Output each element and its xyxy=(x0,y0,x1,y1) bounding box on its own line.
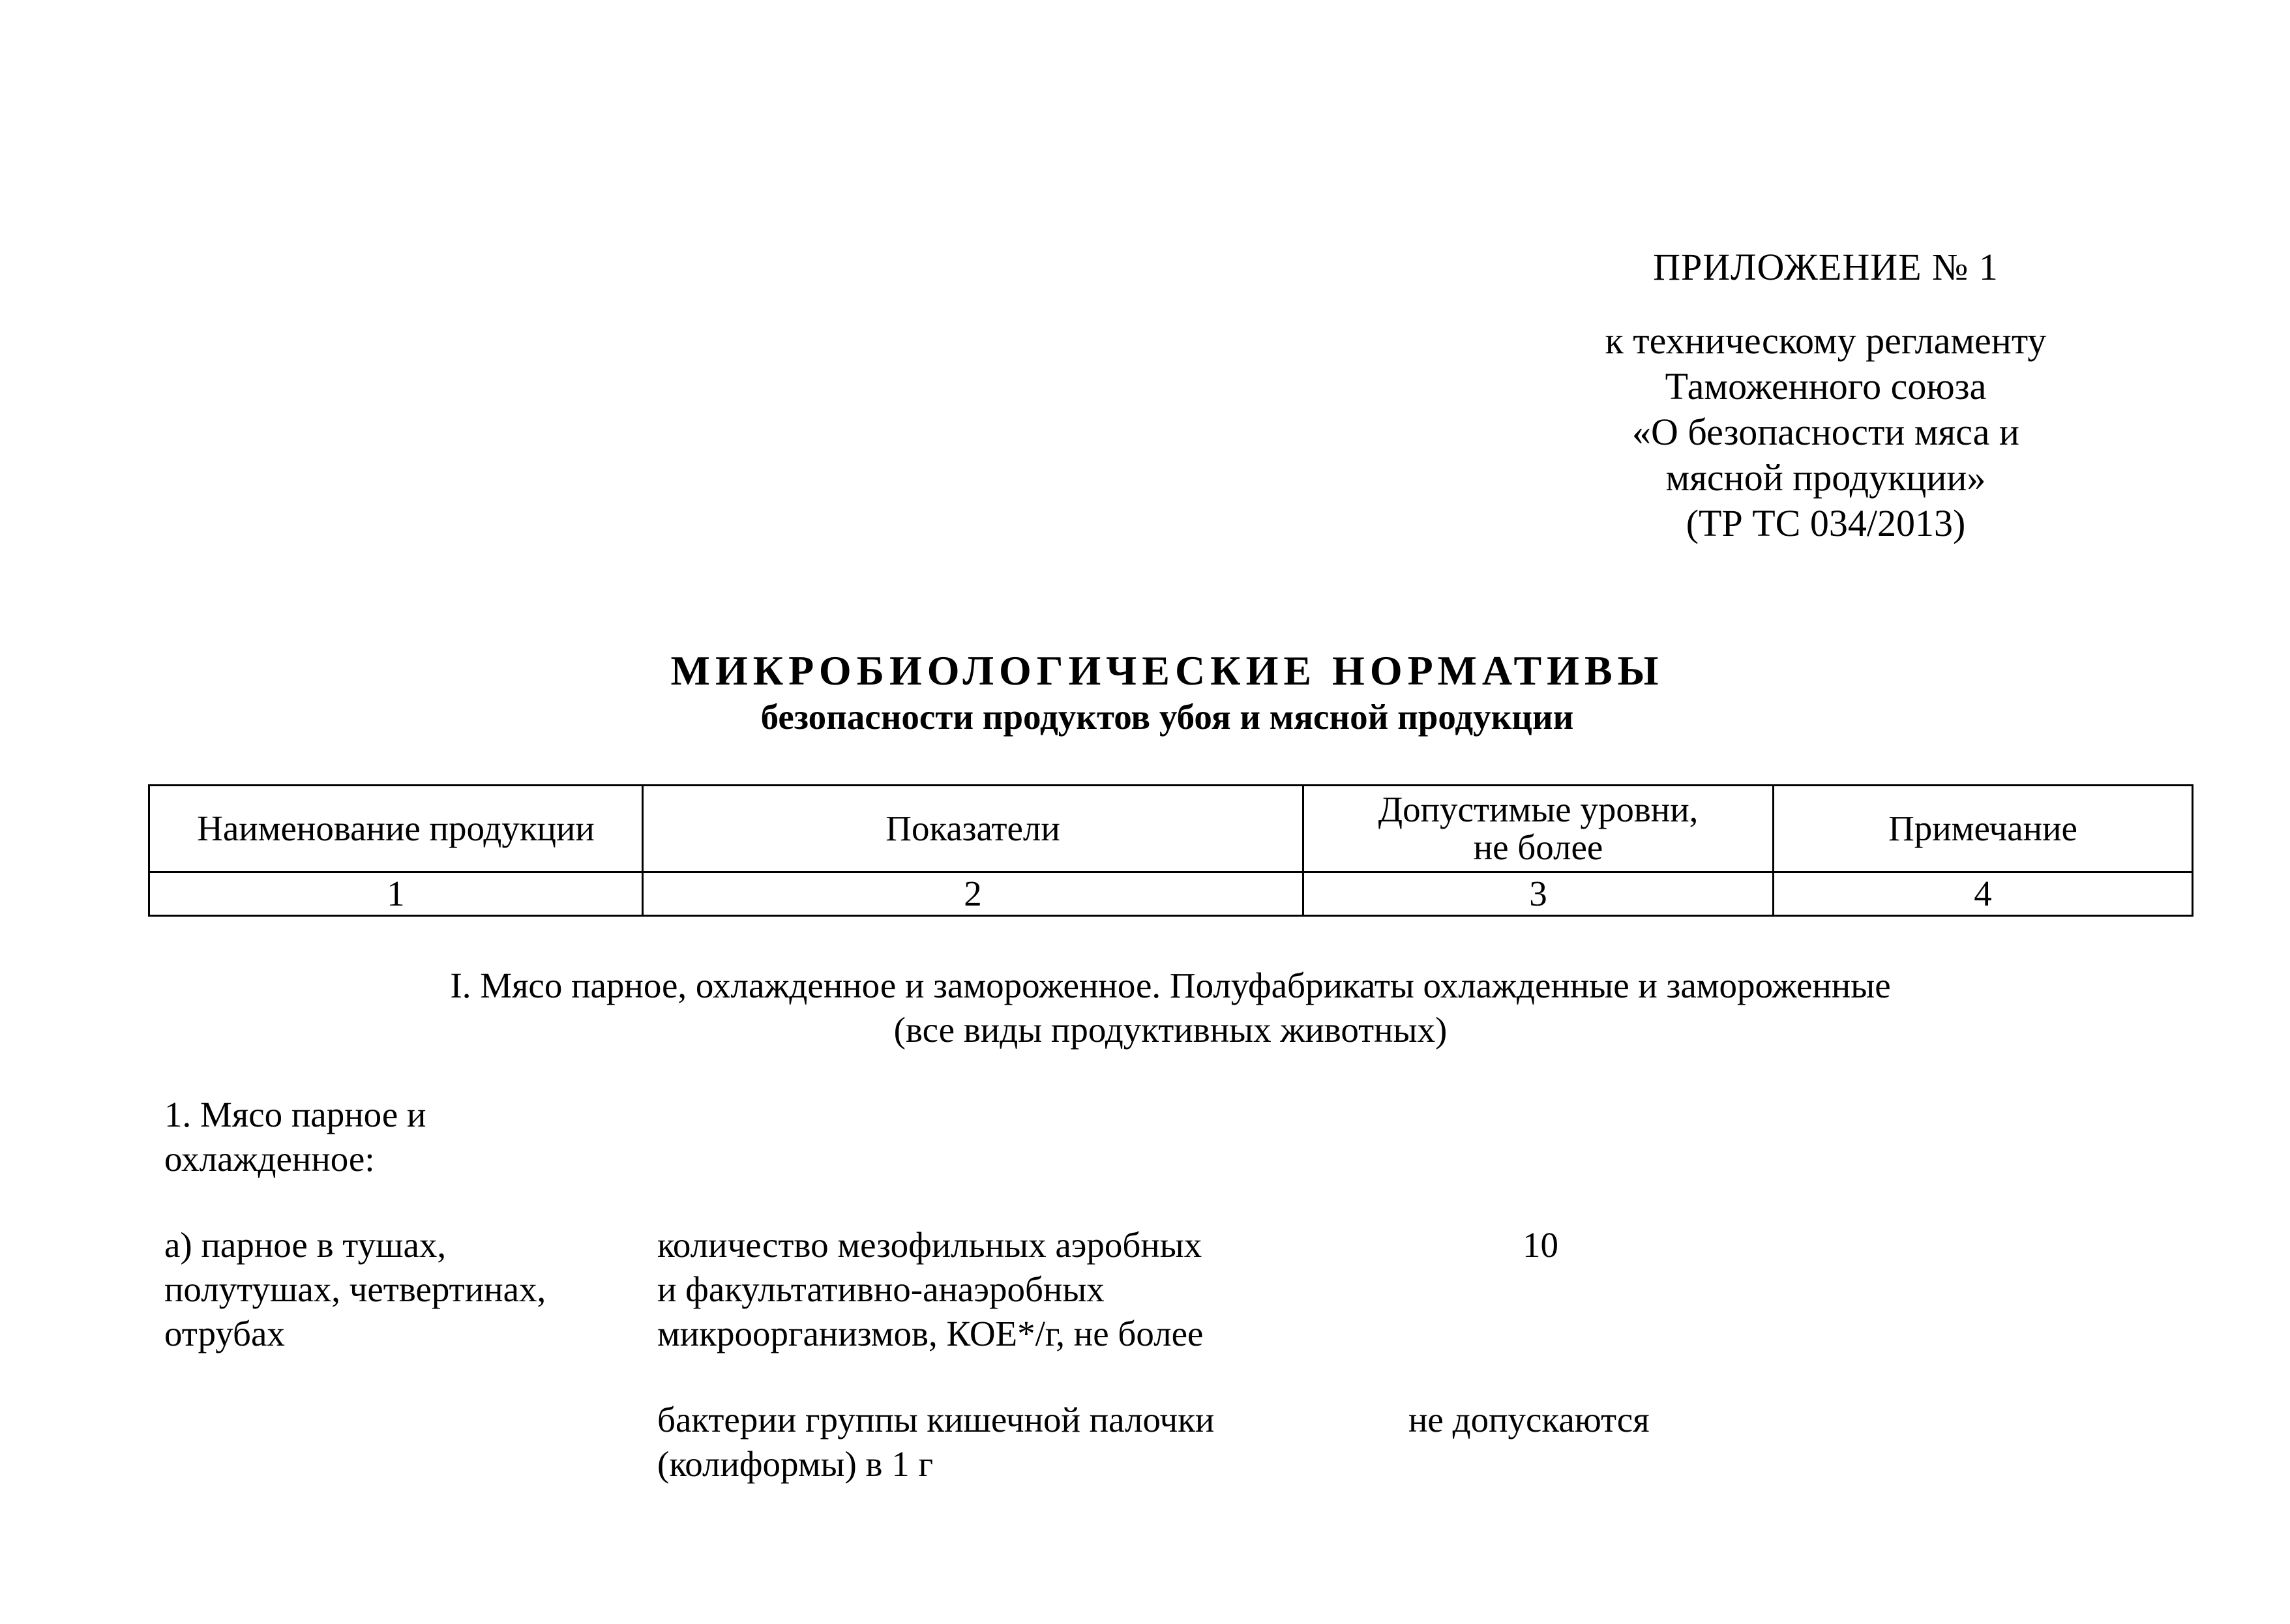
indicator-line: и факультативно-анаэробных xyxy=(657,1269,1105,1309)
section-heading xyxy=(261,964,2080,1052)
appendix-subtitle-line: Таможенного союза xyxy=(1665,365,1987,407)
header-indicators: Показатели xyxy=(643,786,1303,872)
product-item-line: полутушах, четвертинах, xyxy=(164,1269,546,1309)
indicator-line: бактерии группы кишечной палочки xyxy=(657,1400,1215,1439)
product-item-line: а) парное в тушах, xyxy=(164,1225,447,1265)
appendix-subtitle xyxy=(1435,318,2217,546)
appendix-subtitle-line: «О безопасности мяса и xyxy=(1632,411,2019,453)
appendix-subtitle-line: (ТР ТС 034/2013) xyxy=(1686,502,1966,544)
indicator-line: (колиформы) в 1 г xyxy=(657,1444,934,1484)
indicator-value: 10 xyxy=(1523,1225,1558,1265)
product-item-line: отрубах xyxy=(164,1314,285,1353)
header-product-name: Наименование продукции xyxy=(149,786,643,872)
header-permissible-levels-line1: Допустимые уровни, xyxy=(1378,790,1699,829)
indicator-value: не допускаются xyxy=(1408,1400,1650,1439)
appendix-subtitle-line: мясной продукции» xyxy=(1665,456,1986,499)
column-number: 1 xyxy=(149,872,643,916)
product-item-a xyxy=(164,1223,546,1356)
indicator-line: микроорганизмов, КОЕ*/г, не более xyxy=(657,1314,1204,1353)
product-item-line: 1. Мясо парное и xyxy=(164,1095,426,1134)
table-header-row xyxy=(149,786,2193,872)
indicator-coliforms xyxy=(657,1398,1214,1486)
column-number: 2 xyxy=(643,872,1303,916)
product-item-1 xyxy=(164,1093,426,1181)
indicator-line: количество мезофильных аэробных xyxy=(657,1225,1202,1265)
section-heading-line2: (все виды продуктивных животных) xyxy=(893,1010,1448,1050)
header-permissible-levels xyxy=(1303,786,1774,872)
section-heading-line1: I. Мясо парное, охлажденное и замороженное. Полуфабрикаты охлажденные и замороженные xyxy=(450,966,1891,1005)
header-permissible-levels-line2: не более xyxy=(1473,827,1603,867)
product-item-line: охлажденное: xyxy=(164,1139,375,1179)
header-note: Примечание xyxy=(1774,786,2193,872)
indicator-mesophilic xyxy=(657,1223,1203,1356)
norms-table xyxy=(148,784,2193,917)
column-number: 3 xyxy=(1303,872,1774,916)
appendix-title: ПРИЛОЖЕНИЕ № 1 xyxy=(1653,246,1999,288)
appendix-subtitle-line: к техническому регламенту xyxy=(1605,319,2047,362)
table-column-numbers-row xyxy=(149,872,2193,916)
document-title: МИКРОБИОЛОГИЧЕСКИЕ НОРМАТИВЫ xyxy=(670,647,1664,694)
column-number: 4 xyxy=(1774,872,2193,916)
document-subtitle: безопасности продуктов убоя и мясной продукции xyxy=(760,697,1574,737)
